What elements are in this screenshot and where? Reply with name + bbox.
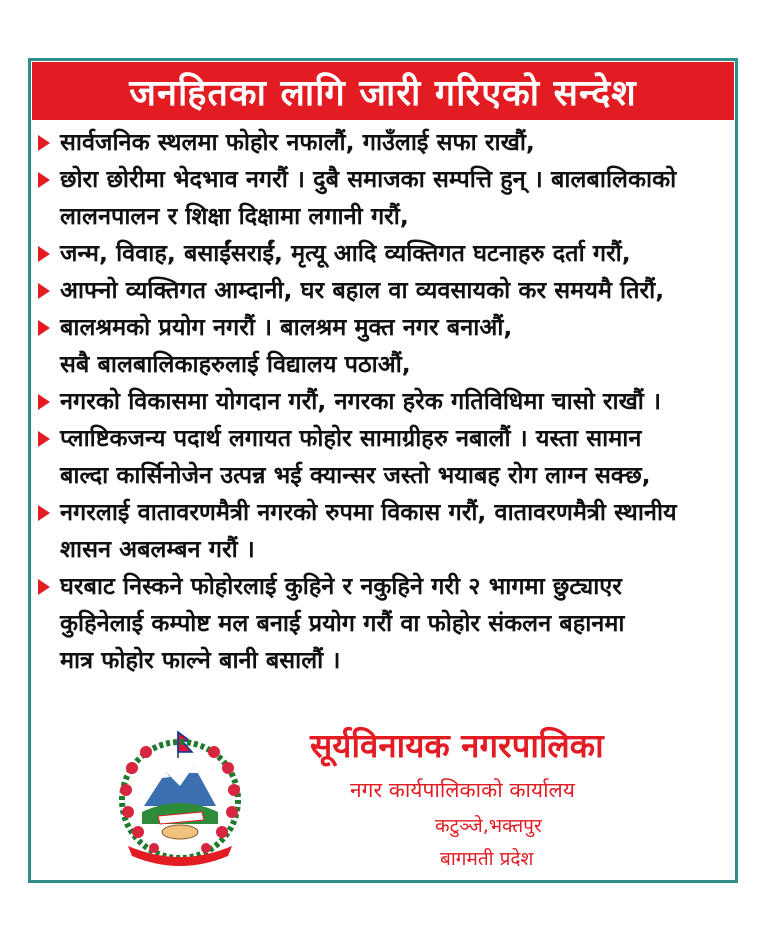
title-banner bbox=[32, 62, 734, 120]
province-name: बागमती प्रदेश bbox=[440, 848, 534, 870]
notice-text: नगरको विकासमा योगदान गरौं, नगरका हरेक गतिविधिमा चासो राखौं । bbox=[60, 387, 661, 415]
list-item bbox=[36, 272, 736, 309]
notice-text: छोरा छोरीमा भेदभाव नगरौं । दुबै समाजका सम्पत्ति हुन् । बालबालिकाको लालनपालन र शिक्षा दिक्षामा लगानी गरौं, bbox=[60, 165, 677, 230]
list-item bbox=[36, 568, 736, 679]
bullet-triangle-icon bbox=[38, 320, 50, 336]
municipality-name: सूर्यविनायक नगरपालिका bbox=[310, 726, 604, 765]
notice-list bbox=[36, 124, 736, 679]
office-name: नगर कार्यपालिकाको कार्यालय bbox=[350, 778, 575, 802]
bullet-triangle-icon bbox=[38, 394, 50, 410]
bullet-triangle-icon bbox=[38, 505, 50, 521]
list-item bbox=[36, 494, 736, 568]
notice-text: बालश्रमको प्रयोग नगरौं । बालश्रम मुक्त नगर बनाऔं, सबै बालबालिकाहरुलाई विद्यालय पठाऔं, bbox=[60, 313, 513, 378]
bullet-triangle-icon bbox=[38, 246, 50, 262]
list-item bbox=[36, 124, 736, 161]
bullet-triangle-icon bbox=[38, 579, 50, 595]
list-item bbox=[36, 309, 736, 383]
notice-text: नगरलाई वातावरणमैत्री नगरको रुपमा विकास गरौं, वातावरणमैत्री स्थानीय शासन अबलम्बन गरौं । bbox=[60, 498, 677, 563]
notice-text: सार्वजनिक स्थलमा फोहोर नफालौं, गाउँलाई सफा राखौं, bbox=[60, 128, 535, 156]
list-item bbox=[36, 420, 736, 494]
notice-text: घरबाट निस्कने फोहोरलाई कुहिने र नकुहिने गरी २ भागमा छुट्याएर कुहिनेलाई कम्पोष्ट मल बनाई प्रयोग गरौं वा फोहोर संकलन बहानमा मात्र फोहोर फाल्ने बानी बसालौं । bbox=[60, 572, 625, 674]
list-item bbox=[36, 161, 736, 235]
page-title: जनहितका लागि जारी गरिएको सन्देश bbox=[129, 72, 637, 114]
list-item bbox=[36, 383, 736, 420]
nepal-government-emblem-icon bbox=[106, 728, 254, 868]
notice-text: जन्म, विवाह, बसाईंसराईं, मृत्यू आदि व्यक्तिगत घटनाहरु दर्ता गरौं, bbox=[60, 239, 631, 267]
bullet-triangle-icon bbox=[38, 172, 50, 188]
bullet-triangle-icon bbox=[38, 135, 50, 151]
bullet-triangle-icon bbox=[38, 283, 50, 299]
bullet-triangle-icon bbox=[38, 431, 50, 447]
notice-text: आफ्नो व्यक्तिगत आम्दानी, घर बहाल वा व्यवसायको कर समयमै तिरौं, bbox=[60, 276, 665, 304]
notice-text: प्लाष्टिकजन्य पदार्थ लगायत फोहोर सामाग्रीहरु नबालौं । यस्ता सामान बाल्दा कार्सिनोजेन उत्पन्न भई क्यान्सर जस्तो भयाबह रोग लाग्न सक्छ, bbox=[60, 424, 651, 489]
office-location: कटुञ्जे,भक्तपुर bbox=[435, 815, 542, 837]
list-item bbox=[36, 235, 736, 272]
